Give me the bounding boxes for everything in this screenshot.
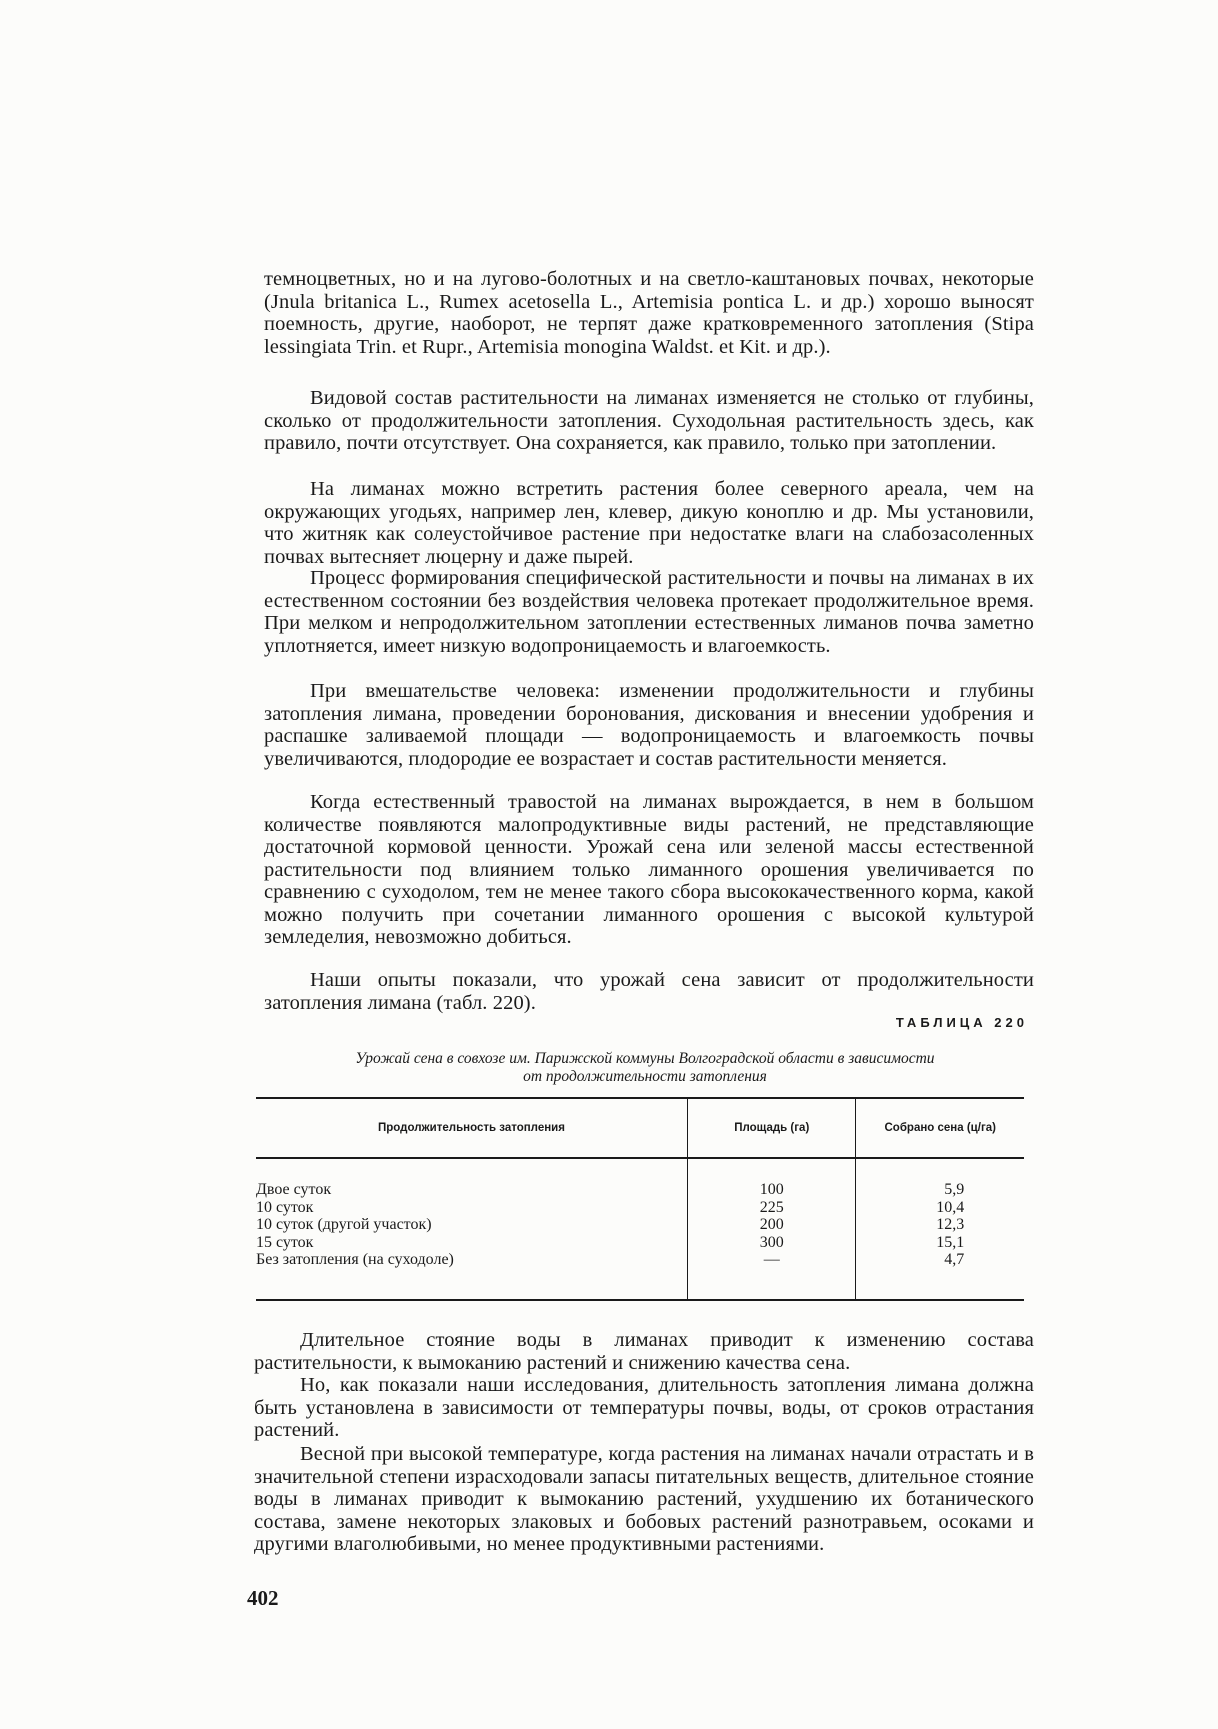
paragraph-block-2: [264, 478, 1034, 568]
duration-cell: 10 суток (другой участок): [256, 1216, 432, 1233]
paragraph-northern-plants: На лиманах можно встретить растения более северного ареала, чем на окружающих угодьях, например лен, клевер, дикую коноплю и др. Мы установили, что житняк как солеустойчивое растение при недостатке влаги на слабозасоленных почвах вытесняет люцерну и даже пырей.: [264, 478, 1034, 568]
area-cell: 100: [759, 1181, 784, 1198]
paragraph-block-1: [264, 387, 1034, 455]
paragraph-block-7: [254, 1329, 1034, 1374]
paragraph-long-standing-water: Длительное стояние воды в лиманах приводит к изменению состава растительности, к вымоканию растений и снижению качества сена.: [254, 1329, 1034, 1374]
paragraph-formation-process: Процесс формирования специфической растительности и почвы на лиманах в их естественном состоянии без воздействия человека протекает продолжительное время. При мелком и непродолжительном затоплении естественных лиманов почва заметно уплотняется, имеет низкую водопроницаемость и влагоемкость.: [264, 567, 1034, 657]
table-caption: [256, 1050, 1034, 1086]
hay-cell: 4,7: [944, 1251, 965, 1268]
paragraph-block-8: [254, 1374, 1034, 1442]
paragraph-intro: темноцветных, но и на лугово-болотных и на светло-каштановых почвах, некоторые (Jnula britanica L., Rumex acetosella L., Artemisia pontica L. и др.) хорошо выносят поемность, другие, наоборот, не терпят даже кратковременного затопления (Stipa lessingiata Trin. et Rupr., Artemisia monogina Waldst. et Kit. и др.).: [264, 268, 1034, 358]
duration-column: [256, 1158, 687, 1300]
paragraph-block-3: [264, 567, 1034, 657]
area-cell: 200: [759, 1216, 784, 1233]
duration-cell: Без затопления (на суходоле): [256, 1251, 454, 1268]
hay-cell: 15,1: [936, 1233, 965, 1251]
paragraph-block-4: [264, 680, 1034, 770]
header-duration: Продолжительность затопления: [256, 1098, 687, 1158]
header-area: Площадь (га): [687, 1098, 856, 1158]
area-cell: —: [763, 1251, 780, 1268]
paragraph-spring-temperature: Весной при высокой температуре, когда растения на лиманах начали отрастать и в значительной степени израсходовали запасы питательных веществ, длительное стояние воды в лиманах приводит к вымоканию растений, ухудшению их ботанического состава, замене некоторых злаковых и бобовых растений разнотравьем, осоками и другими влаголюбивыми, но менее продуктивными растениями.: [254, 1443, 1034, 1555]
area-cell: 225: [759, 1198, 784, 1216]
paragraph-flooding-duration: Но, как показали наши исследования, длительность затопления лимана должна быть установлена в зависимости от температуры почвы, воды, от сроков отрастания растений.: [254, 1374, 1034, 1441]
duration-cell: 10 суток: [256, 1198, 314, 1216]
area-column: [687, 1158, 856, 1300]
area-cell: 300: [759, 1233, 784, 1251]
table-caption-line-1: Урожай сена в совхозе им. Парижской коммуны Волгоградской области в зависимости: [355, 1050, 935, 1067]
table-body-row: [256, 1158, 1024, 1300]
duration-cell: 15 суток: [256, 1233, 314, 1251]
paragraph-block-9: [254, 1443, 1034, 1556]
hay-column: [856, 1158, 1024, 1300]
paragraph-species-composition: Видовой состав растительности на лиманах изменяется не столько от глубины, сколько от продолжительности затопления. Суходольная растительность здесь, как правило, почти отсутствует. Она сохраняется, как правило, только при затоплении.: [264, 387, 1034, 454]
paragraph-block-6: [264, 969, 1034, 1014]
table-header-row: [256, 1098, 1024, 1158]
hay-yield-table: [256, 1097, 1024, 1301]
paragraph-block-5: [264, 791, 1034, 949]
duration-cell: Двое суток: [256, 1181, 332, 1198]
table-label: ТАБЛИЦА 220: [895, 1015, 1028, 1030]
hay-cell: 12,3: [936, 1216, 965, 1233]
hay-cell: 10,4: [936, 1198, 965, 1216]
paragraph-degeneration: Когда естественный травостой на лиманах вырождается, в нем в большом количестве появляются малопродуктивные виды растений, не представляющие достаточной кормовой ценности. Урожай сена или зеленой массы естественной растительности под влиянием только лиманного орошения увеличивается по сравнению с суходолом, тем не менее такого сбора высококачественного корма, какой можно получить при сочетании лиманного орошения с высокой культурой земледелия, невозможно добиться.: [264, 791, 1034, 948]
paragraph-experiments: Наши опыты показали, что урожай сена зависит от продолжительности затопления лимана (табл. 220).: [264, 969, 1034, 1014]
table-caption-line-2: от продолжительности затопления: [523, 1068, 767, 1085]
intro-paragraph: [264, 268, 1034, 358]
paragraph-human-intervention: При вмешательстве человека: изменении продолжительности и глубины затопления лимана, проведении боронования, дискования и внесении удобрения и распашке заливаемой площади — водопроницаемость и влагоемкость почвы увеличиваются, плодородие ее возрастает и состав растительности меняется.: [264, 680, 1034, 770]
page-number: 402: [247, 1586, 279, 1610]
hay-cell: 5,9: [944, 1181, 965, 1198]
header-hay: Собрано сена (ц/га): [856, 1098, 1024, 1158]
